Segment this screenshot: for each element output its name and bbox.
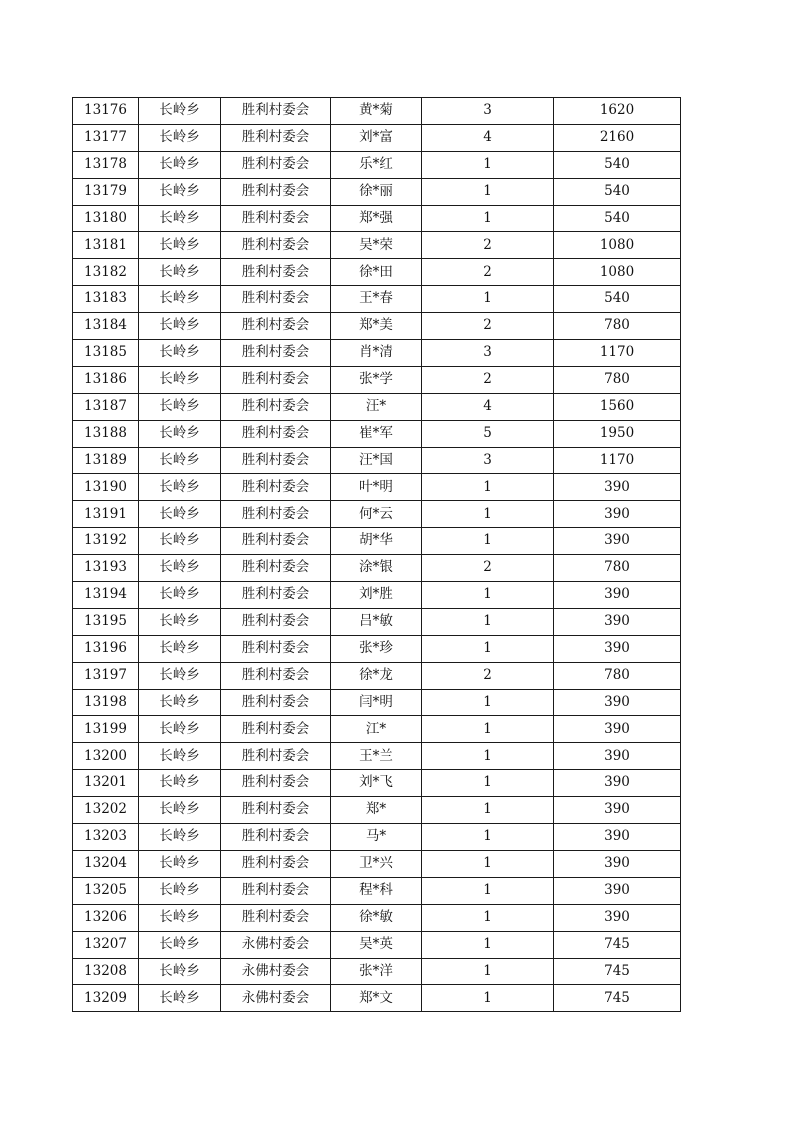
cell-amount: 2160 bbox=[554, 124, 681, 151]
table-row bbox=[73, 608, 681, 635]
cell-name: 郑*美 bbox=[331, 313, 422, 340]
table-row bbox=[73, 582, 681, 609]
table-row bbox=[73, 313, 681, 340]
cell-amount: 780 bbox=[554, 662, 681, 689]
cell-id: 13206 bbox=[73, 904, 139, 931]
cell-count: 2 bbox=[422, 313, 554, 340]
cell-id: 13192 bbox=[73, 528, 139, 555]
table-row bbox=[73, 501, 681, 528]
cell-township: 长岭乡 bbox=[139, 931, 221, 958]
cell-id: 13190 bbox=[73, 474, 139, 501]
cell-township: 长岭乡 bbox=[139, 662, 221, 689]
cell-village: 胜利村委会 bbox=[221, 366, 331, 393]
cell-amount: 1080 bbox=[554, 259, 681, 286]
cell-amount: 540 bbox=[554, 286, 681, 313]
cell-count: 1 bbox=[422, 770, 554, 797]
table-row bbox=[73, 743, 681, 770]
cell-village: 胜利村委会 bbox=[221, 877, 331, 904]
cell-name: 张*珍 bbox=[331, 635, 422, 662]
cell-id: 13188 bbox=[73, 420, 139, 447]
cell-amount: 1080 bbox=[554, 232, 681, 259]
cell-township: 长岭乡 bbox=[139, 743, 221, 770]
cell-amount: 745 bbox=[554, 931, 681, 958]
table-row bbox=[73, 689, 681, 716]
cell-id: 13208 bbox=[73, 958, 139, 985]
cell-village: 胜利村委会 bbox=[221, 393, 331, 420]
table-row bbox=[73, 366, 681, 393]
table-row bbox=[73, 205, 681, 232]
cell-amount: 1620 bbox=[554, 98, 681, 125]
cell-township: 长岭乡 bbox=[139, 340, 221, 367]
cell-count: 2 bbox=[422, 662, 554, 689]
table-row bbox=[73, 447, 681, 474]
cell-name: 胡*华 bbox=[331, 528, 422, 555]
cell-village: 胜利村委会 bbox=[221, 205, 331, 232]
cell-id: 13197 bbox=[73, 662, 139, 689]
cell-id: 13198 bbox=[73, 689, 139, 716]
cell-count: 1 bbox=[422, 608, 554, 635]
cell-amount: 780 bbox=[554, 366, 681, 393]
cell-name: 张*洋 bbox=[331, 958, 422, 985]
cell-name: 郑*文 bbox=[331, 985, 422, 1012]
cell-township: 长岭乡 bbox=[139, 232, 221, 259]
cell-village: 胜利村委会 bbox=[221, 313, 331, 340]
cell-name: 叶*明 bbox=[331, 474, 422, 501]
table-row bbox=[73, 124, 681, 151]
cell-amount: 390 bbox=[554, 716, 681, 743]
cell-township: 长岭乡 bbox=[139, 770, 221, 797]
cell-name: 汪*国 bbox=[331, 447, 422, 474]
cell-id: 13176 bbox=[73, 98, 139, 125]
table-row bbox=[73, 770, 681, 797]
cell-village: 胜利村委会 bbox=[221, 151, 331, 178]
cell-amount: 390 bbox=[554, 770, 681, 797]
cell-amount: 390 bbox=[554, 528, 681, 555]
cell-count: 1 bbox=[422, 824, 554, 851]
cell-count: 1 bbox=[422, 474, 554, 501]
cell-township: 长岭乡 bbox=[139, 689, 221, 716]
cell-count: 3 bbox=[422, 340, 554, 367]
cell-village: 胜利村委会 bbox=[221, 98, 331, 125]
table-row bbox=[73, 259, 681, 286]
cell-name: 刘*富 bbox=[331, 124, 422, 151]
cell-village: 永佛村委会 bbox=[221, 985, 331, 1012]
cell-amount: 390 bbox=[554, 743, 681, 770]
cell-township: 长岭乡 bbox=[139, 98, 221, 125]
cell-village: 胜利村委会 bbox=[221, 716, 331, 743]
cell-id: 13186 bbox=[73, 366, 139, 393]
cell-village: 胜利村委会 bbox=[221, 662, 331, 689]
cell-name: 徐*田 bbox=[331, 259, 422, 286]
cell-township: 长岭乡 bbox=[139, 608, 221, 635]
table-row bbox=[73, 824, 681, 851]
cell-id: 13182 bbox=[73, 259, 139, 286]
cell-name: 马* bbox=[331, 824, 422, 851]
cell-id: 13200 bbox=[73, 743, 139, 770]
table-row bbox=[73, 528, 681, 555]
cell-village: 胜利村委会 bbox=[221, 178, 331, 205]
cell-name: 汪* bbox=[331, 393, 422, 420]
cell-township: 长岭乡 bbox=[139, 501, 221, 528]
cell-township: 长岭乡 bbox=[139, 824, 221, 851]
cell-village: 胜利村委会 bbox=[221, 501, 331, 528]
cell-count: 3 bbox=[422, 98, 554, 125]
cell-name: 徐*敏 bbox=[331, 904, 422, 931]
table-row bbox=[73, 151, 681, 178]
table-row bbox=[73, 662, 681, 689]
cell-count: 1 bbox=[422, 904, 554, 931]
cell-township: 长岭乡 bbox=[139, 178, 221, 205]
table-row bbox=[73, 985, 681, 1012]
cell-village: 胜利村委会 bbox=[221, 582, 331, 609]
cell-township: 长岭乡 bbox=[139, 259, 221, 286]
cell-id: 13189 bbox=[73, 447, 139, 474]
cell-village: 胜利村委会 bbox=[221, 447, 331, 474]
cell-village: 胜利村委会 bbox=[221, 232, 331, 259]
cell-name: 吴*英 bbox=[331, 931, 422, 958]
cell-village: 胜利村委会 bbox=[221, 743, 331, 770]
table-row bbox=[73, 232, 681, 259]
cell-name: 王*兰 bbox=[331, 743, 422, 770]
cell-id: 13187 bbox=[73, 393, 139, 420]
cell-amount: 390 bbox=[554, 904, 681, 931]
table-row bbox=[73, 797, 681, 824]
data-table bbox=[72, 97, 681, 1012]
cell-id: 13209 bbox=[73, 985, 139, 1012]
table-row bbox=[73, 958, 681, 985]
cell-amount: 540 bbox=[554, 151, 681, 178]
cell-name: 刘*胜 bbox=[331, 582, 422, 609]
cell-village: 胜利村委会 bbox=[221, 528, 331, 555]
cell-village: 胜利村委会 bbox=[221, 850, 331, 877]
table-row bbox=[73, 555, 681, 582]
cell-count: 4 bbox=[422, 393, 554, 420]
cell-name: 徐*龙 bbox=[331, 662, 422, 689]
cell-count: 4 bbox=[422, 124, 554, 151]
cell-township: 长岭乡 bbox=[139, 985, 221, 1012]
cell-amount: 390 bbox=[554, 474, 681, 501]
cell-name: 肖*清 bbox=[331, 340, 422, 367]
cell-count: 1 bbox=[422, 151, 554, 178]
cell-township: 长岭乡 bbox=[139, 366, 221, 393]
cell-township: 长岭乡 bbox=[139, 958, 221, 985]
cell-count: 1 bbox=[422, 743, 554, 770]
cell-count: 2 bbox=[422, 366, 554, 393]
cell-name: 刘*飞 bbox=[331, 770, 422, 797]
cell-id: 13194 bbox=[73, 582, 139, 609]
cell-count: 1 bbox=[422, 501, 554, 528]
cell-name: 江* bbox=[331, 716, 422, 743]
cell-township: 长岭乡 bbox=[139, 582, 221, 609]
cell-name: 黄*菊 bbox=[331, 98, 422, 125]
cell-amount: 390 bbox=[554, 850, 681, 877]
cell-village: 胜利村委会 bbox=[221, 555, 331, 582]
table-row bbox=[73, 635, 681, 662]
cell-amount: 745 bbox=[554, 985, 681, 1012]
cell-township: 长岭乡 bbox=[139, 447, 221, 474]
cell-village: 胜利村委会 bbox=[221, 420, 331, 447]
cell-id: 13178 bbox=[73, 151, 139, 178]
cell-village: 胜利村委会 bbox=[221, 689, 331, 716]
cell-count: 1 bbox=[422, 985, 554, 1012]
cell-township: 长岭乡 bbox=[139, 205, 221, 232]
cell-village: 胜利村委会 bbox=[221, 635, 331, 662]
cell-id: 13185 bbox=[73, 340, 139, 367]
cell-village: 胜利村委会 bbox=[221, 797, 331, 824]
cell-name: 崔*军 bbox=[331, 420, 422, 447]
cell-township: 长岭乡 bbox=[139, 528, 221, 555]
cell-amount: 540 bbox=[554, 178, 681, 205]
cell-count: 2 bbox=[422, 555, 554, 582]
cell-id: 13203 bbox=[73, 824, 139, 851]
cell-township: 长岭乡 bbox=[139, 474, 221, 501]
cell-amount: 1170 bbox=[554, 340, 681, 367]
cell-amount: 390 bbox=[554, 501, 681, 528]
cell-name: 卫*兴 bbox=[331, 850, 422, 877]
table-row bbox=[73, 286, 681, 313]
cell-name: 程*科 bbox=[331, 877, 422, 904]
cell-count: 3 bbox=[422, 447, 554, 474]
cell-id: 13196 bbox=[73, 635, 139, 662]
table-row bbox=[73, 850, 681, 877]
cell-village: 永佛村委会 bbox=[221, 931, 331, 958]
table-row bbox=[73, 716, 681, 743]
cell-count: 2 bbox=[422, 259, 554, 286]
cell-amount: 390 bbox=[554, 608, 681, 635]
cell-count: 2 bbox=[422, 232, 554, 259]
cell-count: 1 bbox=[422, 635, 554, 662]
cell-township: 长岭乡 bbox=[139, 124, 221, 151]
cell-township: 长岭乡 bbox=[139, 420, 221, 447]
cell-id: 13183 bbox=[73, 286, 139, 313]
table-row bbox=[73, 420, 681, 447]
cell-amount: 390 bbox=[554, 635, 681, 662]
table-body bbox=[73, 98, 681, 1012]
cell-id: 13179 bbox=[73, 178, 139, 205]
table-row bbox=[73, 877, 681, 904]
cell-count: 1 bbox=[422, 931, 554, 958]
cell-township: 长岭乡 bbox=[139, 850, 221, 877]
table-row bbox=[73, 931, 681, 958]
cell-name: 王*春 bbox=[331, 286, 422, 313]
cell-village: 胜利村委会 bbox=[221, 904, 331, 931]
table-row bbox=[73, 474, 681, 501]
cell-amount: 1560 bbox=[554, 393, 681, 420]
cell-township: 长岭乡 bbox=[139, 286, 221, 313]
table-row bbox=[73, 340, 681, 367]
cell-amount: 390 bbox=[554, 582, 681, 609]
cell-name: 郑*强 bbox=[331, 205, 422, 232]
cell-count: 1 bbox=[422, 716, 554, 743]
cell-name: 徐*丽 bbox=[331, 178, 422, 205]
cell-id: 13181 bbox=[73, 232, 139, 259]
cell-village: 胜利村委会 bbox=[221, 286, 331, 313]
cell-amount: 1950 bbox=[554, 420, 681, 447]
cell-id: 13195 bbox=[73, 608, 139, 635]
cell-count: 1 bbox=[422, 286, 554, 313]
cell-amount: 390 bbox=[554, 877, 681, 904]
cell-township: 长岭乡 bbox=[139, 877, 221, 904]
cell-village: 胜利村委会 bbox=[221, 259, 331, 286]
cell-count: 1 bbox=[422, 850, 554, 877]
cell-id: 13204 bbox=[73, 850, 139, 877]
cell-amount: 745 bbox=[554, 958, 681, 985]
cell-township: 长岭乡 bbox=[139, 904, 221, 931]
table-row bbox=[73, 178, 681, 205]
cell-id: 13184 bbox=[73, 313, 139, 340]
cell-id: 13205 bbox=[73, 877, 139, 904]
cell-village: 胜利村委会 bbox=[221, 474, 331, 501]
cell-village: 胜利村委会 bbox=[221, 340, 331, 367]
cell-amount: 390 bbox=[554, 797, 681, 824]
cell-name: 吴*荣 bbox=[331, 232, 422, 259]
cell-name: 吕*敏 bbox=[331, 608, 422, 635]
cell-village: 胜利村委会 bbox=[221, 124, 331, 151]
cell-township: 长岭乡 bbox=[139, 555, 221, 582]
cell-village: 永佛村委会 bbox=[221, 958, 331, 985]
cell-count: 1 bbox=[422, 528, 554, 555]
cell-name: 何*云 bbox=[331, 501, 422, 528]
cell-township: 长岭乡 bbox=[139, 635, 221, 662]
cell-count: 1 bbox=[422, 689, 554, 716]
cell-name: 涂*银 bbox=[331, 555, 422, 582]
cell-village: 胜利村委会 bbox=[221, 608, 331, 635]
cell-amount: 390 bbox=[554, 689, 681, 716]
cell-township: 长岭乡 bbox=[139, 313, 221, 340]
cell-count: 1 bbox=[422, 958, 554, 985]
cell-count: 1 bbox=[422, 877, 554, 904]
cell-township: 长岭乡 bbox=[139, 716, 221, 743]
cell-id: 13193 bbox=[73, 555, 139, 582]
cell-village: 胜利村委会 bbox=[221, 824, 331, 851]
cell-name: 张*学 bbox=[331, 366, 422, 393]
cell-amount: 540 bbox=[554, 205, 681, 232]
cell-count: 1 bbox=[422, 178, 554, 205]
cell-id: 13180 bbox=[73, 205, 139, 232]
cell-count: 5 bbox=[422, 420, 554, 447]
cell-amount: 390 bbox=[554, 824, 681, 851]
cell-name: 乐*红 bbox=[331, 151, 422, 178]
table-row bbox=[73, 98, 681, 125]
cell-amount: 780 bbox=[554, 313, 681, 340]
cell-count: 1 bbox=[422, 582, 554, 609]
cell-amount: 1170 bbox=[554, 447, 681, 474]
cell-township: 长岭乡 bbox=[139, 797, 221, 824]
cell-id: 13191 bbox=[73, 501, 139, 528]
table-row bbox=[73, 393, 681, 420]
cell-count: 1 bbox=[422, 205, 554, 232]
cell-name: 郑* bbox=[331, 797, 422, 824]
cell-id: 13177 bbox=[73, 124, 139, 151]
table-row bbox=[73, 904, 681, 931]
cell-name: 闫*明 bbox=[331, 689, 422, 716]
cell-id: 13201 bbox=[73, 770, 139, 797]
cell-id: 13202 bbox=[73, 797, 139, 824]
cell-id: 13207 bbox=[73, 931, 139, 958]
cell-township: 长岭乡 bbox=[139, 393, 221, 420]
cell-count: 1 bbox=[422, 797, 554, 824]
cell-id: 13199 bbox=[73, 716, 139, 743]
cell-township: 长岭乡 bbox=[139, 151, 221, 178]
cell-village: 胜利村委会 bbox=[221, 770, 331, 797]
cell-amount: 780 bbox=[554, 555, 681, 582]
